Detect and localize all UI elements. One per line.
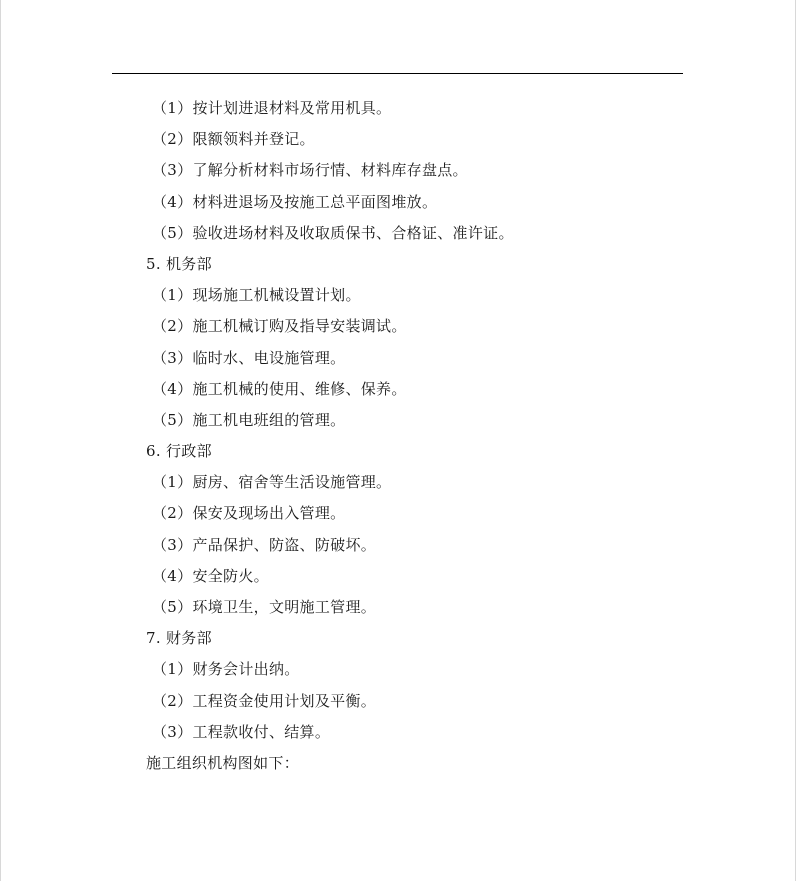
section-heading-machinery: 5. 机务部 <box>146 254 212 273</box>
list-item: （3）临时水、电设施管理。 <box>152 348 346 367</box>
list-item: （4）安全防火。 <box>152 566 269 585</box>
list-item: （1）按计划进退材料及常用机具。 <box>152 99 392 117</box>
header-rule <box>112 73 683 74</box>
list-item: （1）现场施工机械设置计划。 <box>152 286 361 305</box>
list-item: （4）材料进退场及按施工总平面图堆放。 <box>152 192 438 211</box>
list-item: （5）环境卫生，文明施工管理。 <box>152 598 377 616</box>
list-item: （1）财务会计出纳。 <box>152 660 300 679</box>
list-item: （2）限额领料并登记。 <box>152 130 315 149</box>
list-item: （4）施工机械的使用、维修、保养。 <box>152 379 407 398</box>
section-heading-administration: 6. 行政部 <box>146 442 212 461</box>
list-item: （5）验收进场材料及收取质保书、合格证、准许证。 <box>152 223 514 242</box>
list-item: （2）工程资金使用计划及平衡。 <box>152 691 377 710</box>
list-item: （3）产品保护、防盗、防破坏。 <box>152 535 377 554</box>
list-item: （3）了解分析材料市场行情、材料库存盘点。 <box>152 161 468 180</box>
list-item: （2）施工机械订购及指导安装调试。 <box>152 317 407 336</box>
list-item: （5）施工机电班组的管理。 <box>152 410 346 429</box>
list-item: （1）厨房、宿舍等生活设施管理。 <box>152 473 392 492</box>
org-chart-caption: 施工组织机构图如下： <box>146 753 300 772</box>
section-heading-finance: 7. 财务部 <box>146 629 212 648</box>
list-item: （3）工程款收付、结算。 <box>152 722 331 741</box>
document-body <box>0 93 796 779</box>
list-item: （2）保安及现场出入管理。 <box>152 504 346 523</box>
